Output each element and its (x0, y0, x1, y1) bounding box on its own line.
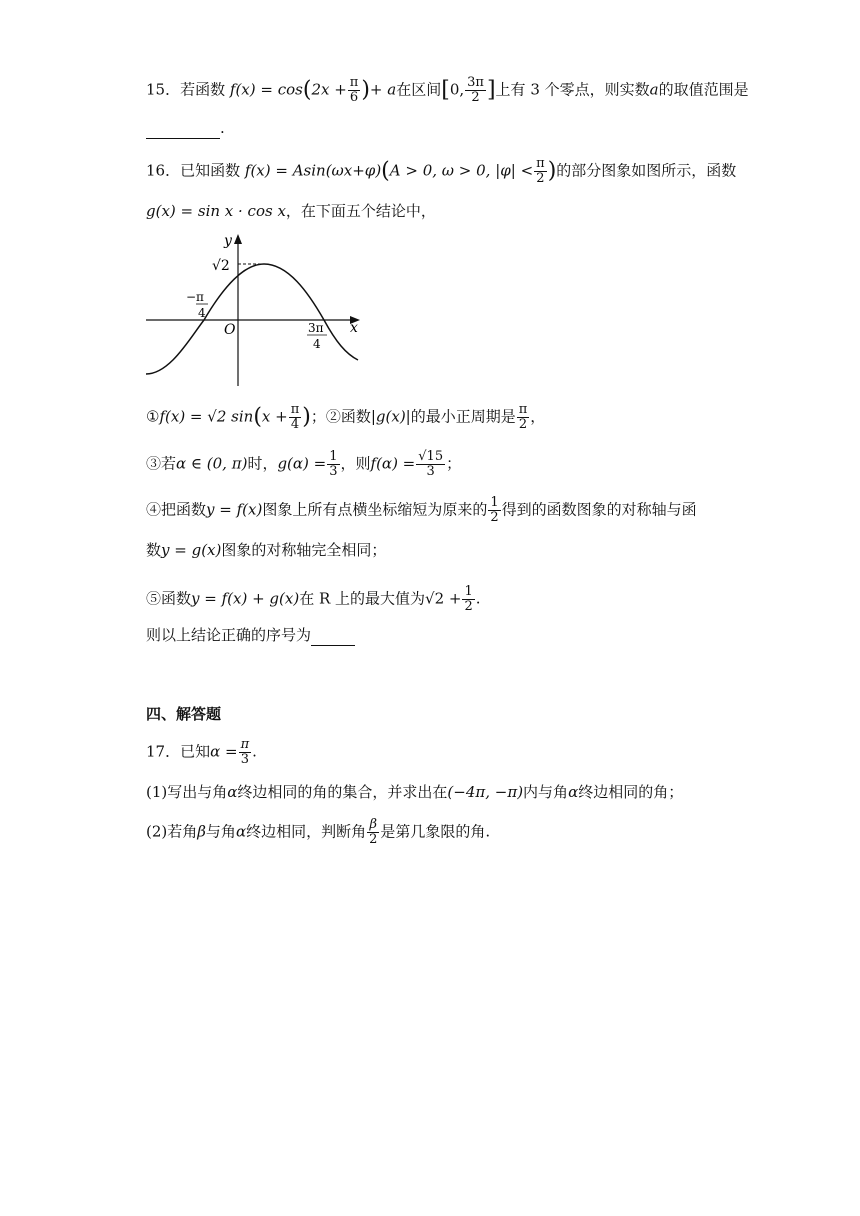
section-heading: 四、解答题 (146, 705, 222, 723)
q16-end-text: 则以上结论正确的序号为 (146, 626, 312, 644)
q17-part-2 (146, 818, 490, 847)
paren-left: ( (381, 158, 390, 184)
c4-t4: 图象的对称轴完全相同； (221, 541, 387, 559)
fraction-beta-2: $\frac{\beta}{2}$ (369, 817, 378, 847)
q15-text-2: 在区间 (396, 80, 442, 99)
q17-s1-b: 终边相同的角的集合，并求出在 (237, 783, 448, 801)
q16-text-3: ，在下面五个结论中， (285, 202, 436, 220)
q17-s1-c: 内与角 (523, 783, 569, 801)
c1-arg: x + (261, 407, 288, 426)
q15-plus-a: + a (369, 80, 397, 99)
c4-t1: 图象上所有点横坐标缩短为原来的 (262, 500, 488, 519)
q15-answer-line (146, 118, 225, 139)
fraction-pi-6: $\frac{\pi}{6}$ (349, 75, 359, 105)
c3-t1: 时， (247, 454, 278, 473)
three-pi-denominator: 4 (313, 337, 321, 351)
c1-sep: ；②函数 (310, 407, 371, 426)
q17-s2-alpha: α (235, 822, 247, 841)
q17-s2-beta: β (197, 822, 206, 841)
answer-blank[interactable] (311, 625, 355, 646)
neg-pi-label: −π (186, 290, 204, 304)
q17-s2-d: 是第几象限的角. (380, 822, 491, 841)
q16-text-2: 的部分图象如图所示，函数 (556, 161, 737, 180)
fraction-pi-2: $\frac{\pi}{2}$ (536, 156, 545, 186)
y-axis-arrow (234, 234, 242, 244)
c3-g: g(α) = (277, 454, 327, 473)
q17-s2-a: (2)若角 (146, 822, 198, 841)
q16-line-2 (146, 201, 436, 221)
paren-left: ( (253, 404, 262, 430)
conclusion-4 (146, 496, 697, 525)
q16-g-definition: g(x) = sin x · cos x (146, 202, 286, 220)
bracket-right: ] (486, 77, 496, 103)
c1-text: 的最小正周期是 (410, 407, 516, 426)
q15-arg: 2x + (311, 80, 347, 99)
q16-number: 16． (146, 161, 181, 180)
c5-value: √2 + (425, 589, 462, 608)
q15-function: f(x) = cos (229, 80, 303, 99)
q17-s1-alpha: α (227, 783, 238, 801)
paren-right: ) (547, 158, 557, 184)
paren-right: ) (302, 404, 311, 430)
fraction-1-2: $\frac{1}{2}$ (464, 584, 473, 614)
q16-function: f(x) = Asin(ωx+φ) (244, 161, 382, 180)
origin-label: O (224, 322, 236, 338)
c1-lhs: f(x) = √2 sin (159, 407, 254, 426)
q17-alpha: α = (210, 742, 238, 761)
c5-y: y = f(x) + g(x) (191, 589, 300, 608)
fraction-pi-4: $\frac{\pi}{4}$ (290, 402, 300, 432)
fraction-pi-2: $\frac{\pi}{2}$ (518, 402, 528, 432)
fraction-pi-3: $\frac{\pi}{3}$ (240, 737, 250, 767)
fraction-1-3: $\frac{1}{3}$ (329, 449, 338, 479)
q17-number: 17． (146, 742, 181, 761)
c5-t1: 在 R 上的最大值为 (299, 589, 426, 608)
c3-f: f(α) = (370, 454, 416, 473)
q16-text-1: 已知函数 (180, 161, 241, 180)
question-16 (146, 157, 736, 186)
c3-cond: α ∈ (0, π) (176, 454, 248, 473)
q15-text-1: 若函数 (180, 80, 226, 99)
c4-t3: 数 (146, 541, 162, 559)
q16-condition: A > 0, ω > 0, |φ| < (389, 161, 534, 180)
q15-end: . (220, 119, 225, 137)
q15-number: 15． (146, 80, 181, 99)
c4-t2: 得到的函数图象的对称轴与函 (501, 500, 697, 519)
conclusion-1-2 (146, 403, 545, 432)
function-graph (140, 228, 370, 390)
x-axis-label: x (350, 320, 358, 336)
c5-end: . (475, 589, 481, 608)
sqrt2-label: √2 (212, 258, 230, 274)
question-15 (146, 76, 749, 105)
three-pi-label: 3π (308, 321, 324, 335)
q17-s2-c: 终边相同，判断角 (246, 822, 367, 841)
c3-end: ； (446, 454, 462, 473)
q15-zero: 0, (449, 80, 465, 99)
c3-t2: ，则 (340, 454, 371, 473)
c1-end: ， (530, 407, 546, 426)
q17-s1-a: (1)写出与角 (146, 783, 228, 801)
paren-left: ( (302, 77, 312, 103)
circle-3: ③若 (146, 454, 177, 473)
paren-right: ) (361, 77, 370, 103)
circle-5: ⑤函数 (146, 589, 192, 608)
answer-blank[interactable] (146, 118, 220, 139)
q17-s2-b: 与角 (205, 822, 236, 841)
q16-conclusion-line (146, 625, 355, 646)
circle-1: ① (146, 407, 160, 426)
q17-part-1 (146, 782, 683, 802)
c1-abs-g: |g(x)| (370, 407, 411, 426)
c4-y: y = f(x) (206, 500, 263, 519)
c4-yg: y = g(x) (161, 541, 222, 559)
fraction-3pi-2: $\frac{3\pi}{2}$ (467, 75, 484, 105)
circle-4: ④把函数 (146, 500, 207, 519)
q15-text-4: 的取值范围是 (658, 80, 749, 99)
q17-text: 已知 (180, 742, 211, 761)
conclusion-3 (146, 450, 461, 479)
q17-end: . (252, 742, 257, 761)
question-17 (146, 738, 257, 767)
conclusion-5 (146, 585, 481, 614)
fraction-sqrt15-3: $\frac{√15}{3}$ (418, 449, 444, 479)
q17-s1-interval: (−4π, −π) (447, 783, 524, 801)
q15-text-3: 上有 3 个零点，则实数 (495, 80, 650, 99)
q15-a: a (649, 80, 659, 99)
sine-curve (146, 264, 358, 374)
conclusion-4-cont (146, 540, 386, 560)
fraction-1-2: $\frac{1}{2}$ (490, 495, 499, 525)
y-axis-label: y (224, 233, 232, 249)
neg-pi-denominator: 4 (198, 306, 206, 320)
q17-s1-d: 终边相同的角； (578, 783, 684, 801)
bracket-left: [ (441, 77, 450, 103)
q17-s1-alpha2: α (568, 783, 579, 801)
